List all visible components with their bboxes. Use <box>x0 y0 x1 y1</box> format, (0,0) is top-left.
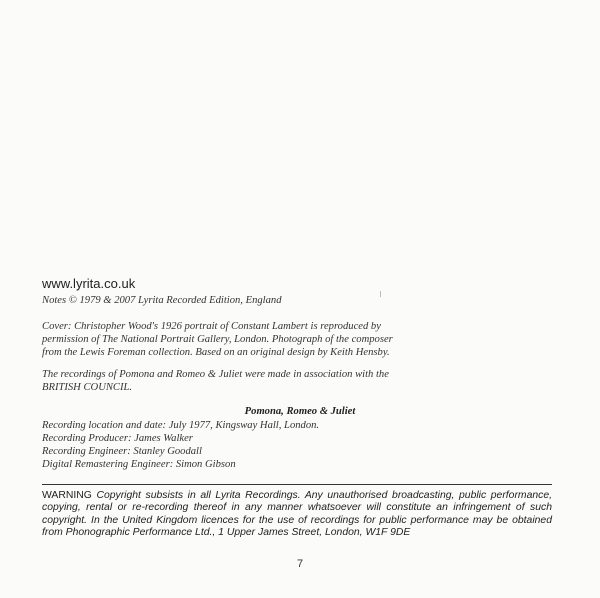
credit-line: Recording location and date: July 1977, Kingsway Hall, London. <box>42 420 320 431</box>
print-speck <box>380 291 381 297</box>
recording-credits <box>42 419 319 471</box>
warning-lead: WARNING <box>42 490 92 501</box>
cover-credit <box>42 320 462 359</box>
credit-line: Recording Producer: James Walker <box>42 433 193 444</box>
copyright-warning <box>42 490 552 539</box>
cover-line: permission of The National Portrait Gallery, London. Photograph of the composer <box>42 334 393 345</box>
association-note <box>42 368 389 394</box>
association-line: The recordings of Pomona and Romeo & Juliet were made in association with the <box>42 369 389 380</box>
credits-title: Pomona, Romeo & Juliet <box>244 406 356 417</box>
notes-copyright: Notes © 1979 & 2007 Lyrita Recorded Edition, England <box>42 295 282 306</box>
warning-body: Copyright subsists in all Lyrita Recordings. Any unauthorised broadcasting, public performance, copying, rental or re-recording thereof in any manner whatsoever will constitute an infringement of such copyright. In the United Kingdom licences for the use of recordings for public performance may be obtained from Phonographic Performance Ltd., 1 Upper James Street, London, W1F 9DE <box>42 490 552 538</box>
page-number: 7 <box>296 558 304 570</box>
association-line: BRITISH COUNCIL. <box>42 382 133 393</box>
divider-rule <box>42 484 552 485</box>
cover-line: from the Lewis Foreman collection. Based on an original design by Keith Hensby. <box>42 347 390 358</box>
credit-line: Recording Engineer: Stanley Goodall <box>42 446 202 457</box>
cover-line: Cover: Christopher Wood's 1926 portrait of Constant Lambert is reproduced by <box>42 321 381 332</box>
credit-line: Digital Remastering Engineer: Simon Gibson <box>42 459 236 470</box>
website-link[interactable]: www.lyrita.co.uk <box>42 276 136 291</box>
